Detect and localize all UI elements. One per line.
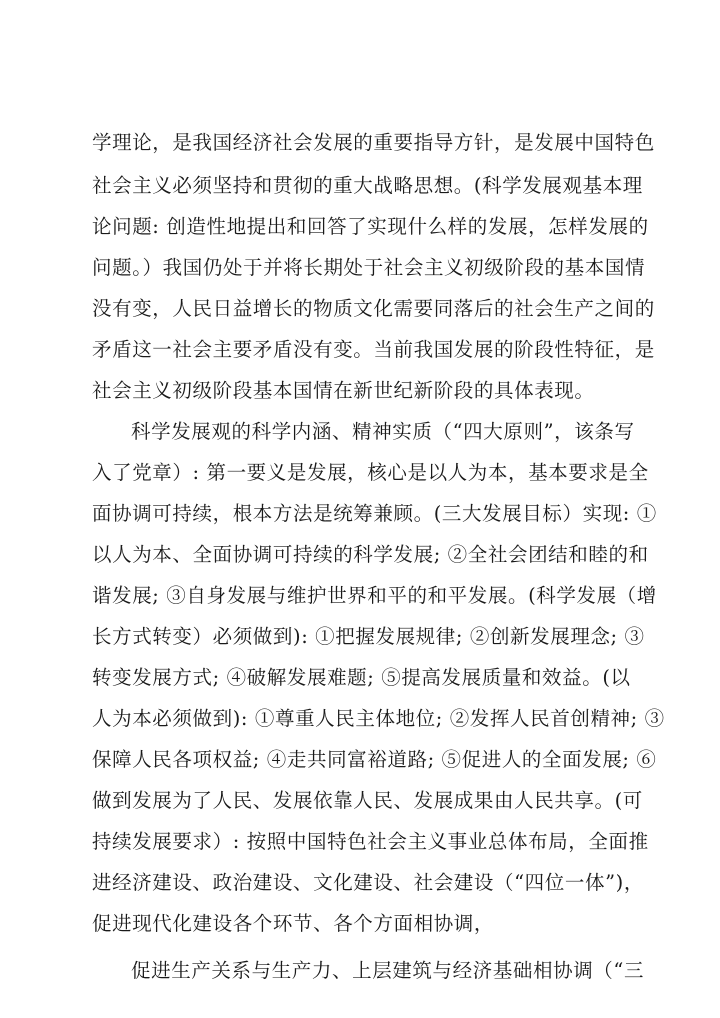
text-line-9: 入了党章）: 第一要义是发展，核心是以人为本，基本要求是全 [92,461,649,484]
text-line-15: 人为本必须做到): ①尊重人民主体地位; ②发挥人民首创精神; ③ [92,707,665,730]
paragraph-3-first-line: 促进生产关系与生产力、上层建筑与经济基础相协调（“三 [131,959,645,982]
text-line-13: 长方式转变）必须做到): ①把握发展规律; ②创新发展理念; ③ [92,625,645,648]
text-line-17: 做到发展为了人民、发展依靠人民、发展成果由人民共享。(可 [92,789,643,812]
text-line-16: 保障人民各项权益; ④走共同富裕道路; ⑤促进人的全面发展; ⑥ [92,748,657,771]
text-line-10: 面协调可持续，根本方法是统筹兼顾。(三大发展目标）实现: ① [92,502,657,525]
text-line-4: 问题。）我国仍处于并将长期处于社会主义初级阶段的基本国情 [92,256,646,279]
text-line-1: 学理论，是我国经济社会发展的重要指导方针，是发展中国特色 [92,131,655,154]
text-line-12: 谐发展; ③自身发展与维护世界和平的和平发展。(科学发展（增 [92,584,657,607]
text-line-2: 社会主义必须坚持和贯彻的重大战略思想。(科学发展观基本理 [92,174,643,197]
text-line-5: 没有变，人民日益增长的物质文化需要同落后的社会生产之间的 [92,297,655,320]
text-line-14: 转变发展方式; ④破解发展难题; ⑤提高发展质量和效益。(以 [92,666,631,689]
text-line-19: 进经济建设、政治建设、文化建设、社会建设（“四位一体”)， [92,871,644,894]
text-line-7: 社会主义初级阶段基本国情在新世纪新阶段的具体表现。 [92,379,595,402]
text-line-20: 促进现代化建设各个环节、各个方面相协调， [92,912,495,935]
paragraph-2-first-line: 科学发展观的科学内涵、精神实质（“四大原则”，该条写 [131,420,635,443]
text-line-3: 论问题: 创造性地提出和回答了实现什么样的发展，怎样发展的 [92,215,649,238]
text-line-11: 以人为本、全面协调可持续的科学发展; ②全社会团结和睦的和 [92,543,649,566]
text-line-18: 持续发展要求）: 按照中国特色社会主义事业总体布局，全面推 [92,830,649,853]
text-line-6: 矛盾这一社会主要矛盾没有变。当前我国发展的阶段性特征，是 [92,338,655,361]
